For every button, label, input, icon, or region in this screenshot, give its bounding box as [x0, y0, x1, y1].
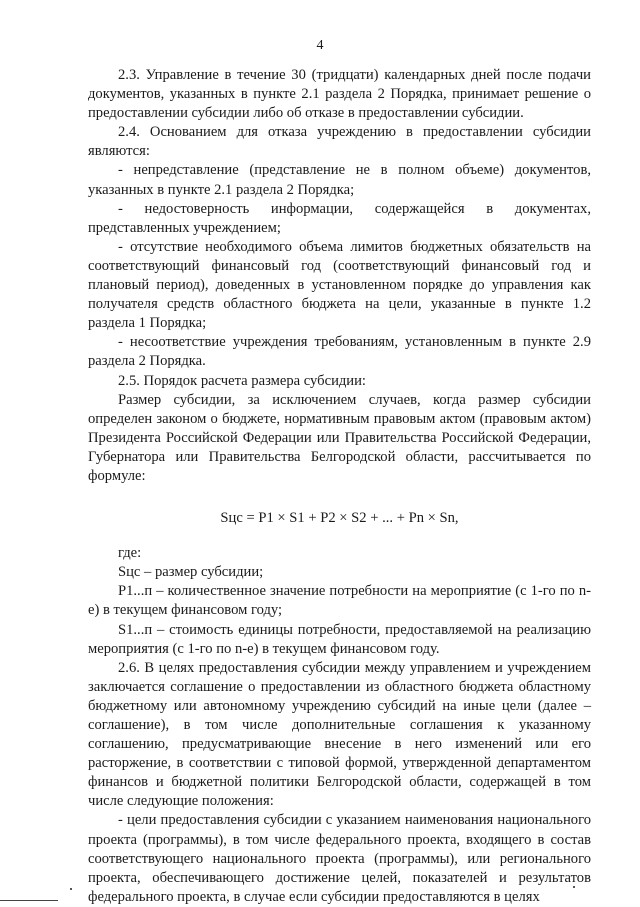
list-item-subsidy-goals: - цели предоставления субсидии с указанием наименования национального проекта (программы), в том числе федерального проекта, входящего в состав соответствующего национального проекта (программы), или регионального проекта, обеспечивающего достижение целей, показателей и результатов федерального проекта, в случае если субсидии предоставляются в целях: [88, 812, 591, 905]
subsidy-formula: Sцс = P1 × S1 + P2 × S2 + ... + Pn × Sn,: [220, 510, 459, 527]
list-item-non-submission: - непредставление (представление не в полном объеме) документов, указанных в пункте 2.1 раздела 2 Порядка;: [88, 162, 591, 198]
list-item-unreliable-info: - недостоверность информации, содержащейся в документах, представленных учреждением;: [88, 200, 591, 236]
page-number: 4: [316, 38, 324, 53]
paragraph-2-6: 2.6. В целях предоставления субсидии между управлением и учреждением заключается соглашение о предоставлении из областного бюджета областному бюджетному или автономному учреждению субсидий на иные цели (далее – соглашение), в том числе дополнительные соглашения к указанному соглашению, предусматривающие внесение в него изменений или его расторжение, в соответствии с типовой формой, утвержденной департаментом финансов и бюджетной политики Белгородской области, содержащей в том числе следующие положения:: [88, 659, 591, 810]
document-body: [88, 66, 591, 907]
paragraph-2-5: 2.5. Порядок расчета размера субсидии:: [118, 372, 366, 389]
paragraph-2-3: 2.3. Управление в течение 30 (тридцати) календарных дней после подачи документов, указанных в пункте 2.1 раздела 2 Порядка, принимает решение о предоставлении субсидии либо об отказе в предоставлении субсидии.: [88, 67, 591, 122]
footer-rule: [0, 900, 58, 901]
paragraph-where: где:: [118, 545, 142, 562]
list-item-non-compliance: - несоответствие учреждения требованиям, установленным в пункте 2.9 раздела 2 Порядка.: [88, 334, 591, 370]
definition-p: P1...п – количественное значение потребности на мероприятие (с 1-го по n-е) в текущем финансовом году;: [88, 583, 591, 619]
paragraph-subsidy-size: Размер субсидии, за исключением случаев, когда размер субсидии определен законом о бюджете, нормативным правовым актом (правовым актом) Президента Российской Федерации или Правительства Российской Федерации, Губернатора или Правительства Белгородской области, рассчитывается по формуле:: [88, 391, 591, 484]
paragraph-2-4: 2.4. Основанием для отказа учреждению в предоставлении субсидии являются:: [88, 124, 591, 160]
scan-speck: [70, 888, 72, 890]
list-item-no-limits: - отсутствие необходимого объема лимитов бюджетных обязательств на соответствующий финансовый год (соответствующий финансовый год и плановый период), доведенных в установленном порядке до управления как получателя средств областного бюджета на цели, указанные в пункте 1.2 раздела 1 Порядка;: [88, 238, 591, 332]
scan-speck: [573, 886, 575, 888]
definition-s: S1...п – стоимость единицы потребности, предоставляемой на реализацию мероприятия (с 1-го по n-е) в текущем финансовом году.: [88, 621, 591, 657]
definition-s-cs: Sцс – размер субсидии;: [118, 564, 264, 581]
